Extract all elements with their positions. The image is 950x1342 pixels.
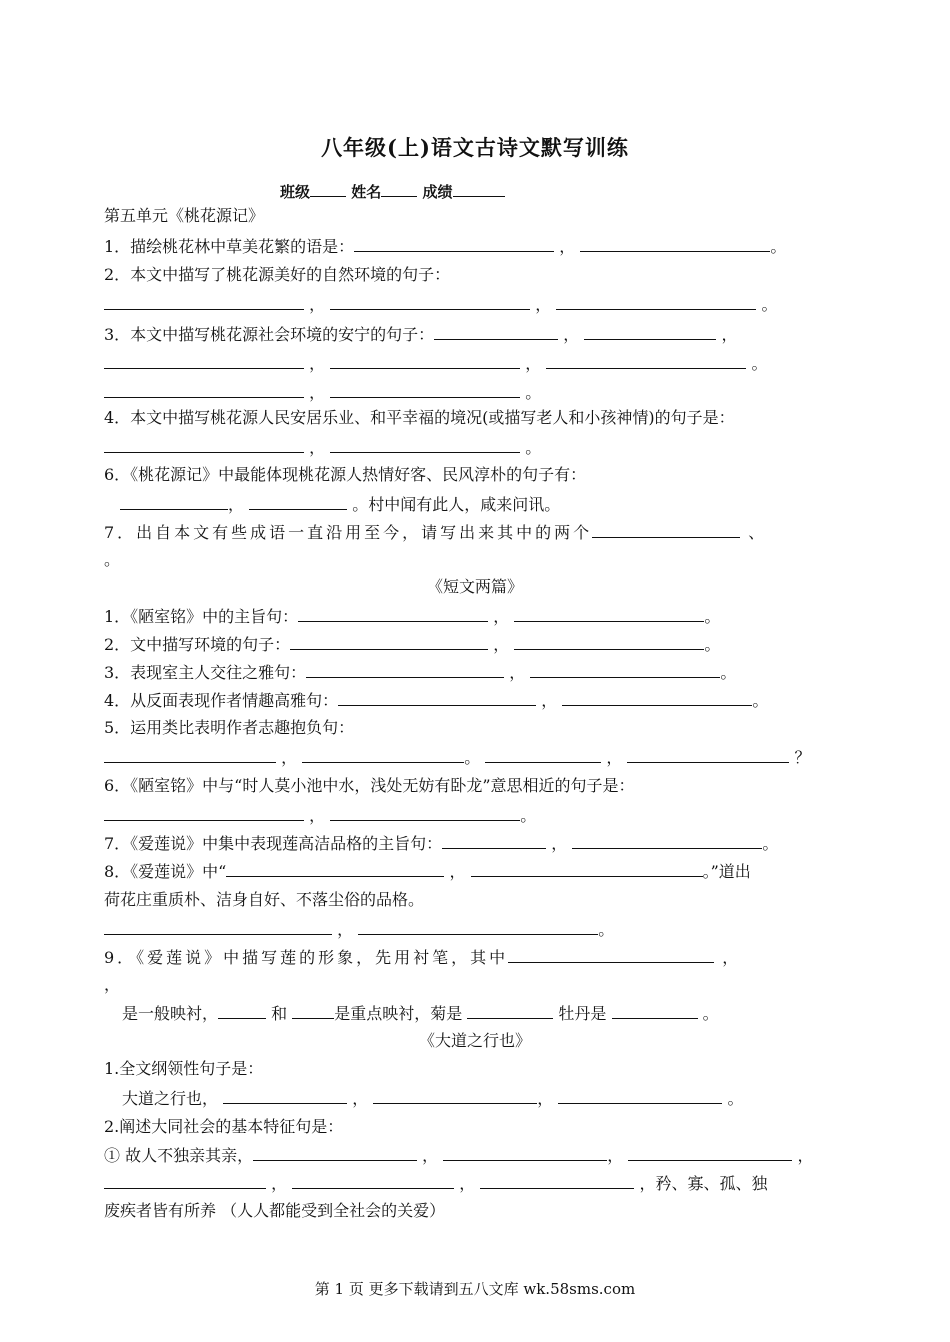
question-line: 7．《爱莲说》中集中表现莲高洁品格的主旨句： ， 。: [104, 834, 779, 853]
question-line: 7．出自本文有些成语一直沿用至今，请写出来其中的两个 、: [104, 523, 768, 542]
answer-blank[interactable]: [330, 436, 520, 453]
answer-blank[interactable]: [434, 323, 558, 340]
answer-blank[interactable]: [358, 918, 598, 935]
answer-blank[interactable]: [354, 235, 554, 252]
student-info-line: [280, 180, 505, 202]
answer-blank[interactable]: [467, 1002, 553, 1019]
question-line: 3．表现室主人交往之雅句： ， 。: [104, 663, 737, 682]
answer-blank[interactable]: [298, 605, 488, 622]
question-text: 1．描绘桃花林中草美花繁的语是：: [104, 237, 355, 256]
answer-blank[interactable]: [584, 323, 716, 340]
question-line: 1．描绘桃花林中草美花繁的语是： ， 。: [104, 237, 787, 256]
answer-blank[interactable]: [443, 1144, 607, 1161]
answer-blank[interactable]: [249, 493, 347, 510]
question-text: 牡丹是: [558, 1004, 607, 1023]
answer-line: ， 。: [104, 436, 541, 459]
answer-blank[interactable]: [306, 661, 504, 678]
answer-blank[interactable]: [223, 1087, 347, 1104]
question-line: 4．从反面表现作者情趣高雅句： ， 。: [104, 691, 769, 710]
answer-blank[interactable]: [104, 804, 304, 821]
answer-line: ， ， 。: [104, 293, 777, 316]
answer-blank[interactable]: [330, 352, 520, 369]
answer-blank[interactable]: [302, 746, 464, 763]
section-heading: 《短文两篇》: [426, 577, 523, 596]
answer-blank[interactable]: [253, 1144, 417, 1161]
question-text: 7．出自本文有些成语一直沿用至今，请写出来其中的两个: [104, 523, 593, 542]
punctuation: 。: [104, 550, 121, 569]
section-heading: 第五单元《桃花源记》: [104, 206, 265, 225]
score-blank[interactable]: [453, 180, 505, 197]
answer-blank[interactable]: [558, 1087, 722, 1104]
section-heading: 《大道之行也》: [418, 1031, 531, 1050]
answer-blank[interactable]: [120, 493, 228, 510]
answer-line: 是一般映衬， 和 是重点映衬，菊是 牡丹是 。: [122, 1004, 719, 1023]
answer-blank[interactable]: [546, 352, 746, 369]
answer-blank[interactable]: [530, 661, 720, 678]
answer-line: ， 。: [104, 918, 614, 941]
question-text: ① 故人不独亲其亲，: [104, 1146, 254, 1165]
answer-blank[interactable]: [580, 235, 770, 252]
answer-blank[interactable]: [104, 293, 304, 310]
question-text: 2．本文中描写了桃花源美好的自然环境的句子：: [104, 265, 451, 284]
answer-blank[interactable]: [218, 1002, 266, 1019]
answer-blank[interactable]: [612, 1002, 698, 1019]
question-tail: 。”道出: [702, 862, 751, 881]
question-text: 1．《陋室铭》中的主旨句：: [104, 607, 299, 626]
question-text: 4．从反面表现作者情趣高雅句：: [104, 691, 339, 710]
class-label: 班级: [280, 183, 311, 201]
answer-blank[interactable]: [514, 605, 704, 622]
answer-blank[interactable]: [292, 1002, 334, 1019]
class-blank[interactable]: [310, 180, 346, 197]
answer-blank[interactable]: [485, 746, 601, 763]
answer-blank[interactable]: [330, 381, 520, 398]
answer-blank[interactable]: [104, 436, 304, 453]
answer-line: ， 。: [104, 381, 541, 404]
answer-line: ， 。村中闻有此人，咸来问讯。: [120, 493, 560, 516]
question-text: 2.阐述大同社会的基本特征句是：: [104, 1117, 344, 1136]
name-label: 姓名: [351, 183, 382, 201]
question-text: 6．《桃花源记》中最能体现桃花源人热情好客、民风淳朴的句子有：: [104, 465, 587, 484]
answer-blank[interactable]: [104, 918, 332, 935]
question-text: 8．《爱莲说》中“: [104, 862, 227, 881]
question-text: 是重点映衬，菊是: [334, 1004, 463, 1023]
question-text: 废疾者皆有所养 （人人都能受到全社会的关爱）: [104, 1201, 446, 1220]
question-line: 9．《爱莲说》中描写莲的形象，先用衬笔，其中 ，: [104, 948, 742, 967]
question-text: 6．《陋室铭》中与“时人莫小池中水，浅处无妨有卧龙”意思相近的句子是：: [104, 776, 635, 795]
page-title: 八年级(上)语文古诗文默写训练: [321, 135, 629, 160]
answer-line: ① 故人不独亲其亲， ， ， ，: [104, 1146, 814, 1165]
question-text: 3．本文中描写桃花源社会环境的安宁的句子：: [104, 325, 435, 344]
question-text: 7．《爱莲说》中集中表现莲高洁品格的主旨句：: [104, 834, 443, 853]
answer-blank[interactable]: [104, 1172, 266, 1189]
question-text: 和: [271, 1004, 288, 1023]
answer-blank[interactable]: [338, 689, 536, 706]
answer-blank[interactable]: [480, 1172, 634, 1189]
answer-blank[interactable]: [226, 860, 444, 877]
answer-blank[interactable]: [104, 746, 276, 763]
name-blank[interactable]: [381, 180, 417, 197]
question-line: 8．《爱莲说》中“ ， 。”道出: [104, 862, 751, 881]
question-text: 5．运用类比表明作者志趣抱负句：: [104, 718, 355, 737]
answer-line: ， ， ，矜、寡、孤、独: [104, 1172, 767, 1195]
answer-line: 大道之行也， ， ， 。: [122, 1089, 744, 1108]
answer-blank[interactable]: [471, 860, 703, 877]
answer-blank[interactable]: [592, 521, 740, 538]
answer-blank[interactable]: [330, 293, 530, 310]
answer-blank[interactable]: [104, 381, 304, 398]
question-tail: 。村中闻有此人，咸来问讯。: [352, 495, 561, 514]
question-line: 3．本文中描写桃花源社会环境的安宁的句子： ， ，: [104, 325, 738, 344]
punctuation: ，: [104, 975, 121, 994]
answer-blank[interactable]: [330, 804, 520, 821]
question-line: 2．文中描写环境的句子： ， 。: [104, 635, 721, 654]
question-tail: ，矜、寡、孤、独: [639, 1174, 768, 1193]
question-text: 大道之行也，: [122, 1089, 219, 1108]
answer-blank[interactable]: [562, 689, 752, 706]
question-text: 荷花庄重质朴、洁身自好、不落尘俗的品格。: [104, 890, 425, 909]
answer-blank[interactable]: [104, 352, 304, 369]
question-text: 3．表现室主人交往之雅句：: [104, 663, 307, 682]
score-label: 成绩: [422, 183, 453, 201]
question-line: 1．《陋室铭》中的主旨句： ， 。: [104, 607, 721, 626]
answer-line: ， 。: [104, 804, 536, 827]
answer-line: ， ， 。: [104, 352, 767, 375]
answer-blank[interactable]: [514, 633, 704, 650]
answer-blank[interactable]: [508, 946, 714, 963]
question-text: 2．文中描写环境的句子：: [104, 635, 291, 654]
question-text: 9．《爱莲说》中描写莲的形象，先用衬笔，其中: [104, 948, 509, 967]
answer-blank[interactable]: [442, 832, 546, 849]
answer-blank[interactable]: [290, 633, 488, 650]
answer-blank[interactable]: [572, 832, 762, 849]
answer-blank[interactable]: [373, 1087, 537, 1104]
page-footer: 第 1 页 更多下载请到五八文库 wk.58sms.com: [314, 1280, 636, 1298]
answer-blank[interactable]: [556, 293, 756, 310]
question-text: 4．本文中描写桃花源人民安居乐业、和平幸福的境况(或描写老人和小孩神情)的句子是：: [104, 408, 735, 427]
question-text: 1.全文纲领性句子是：: [104, 1059, 264, 1078]
answer-blank[interactable]: [292, 1172, 454, 1189]
question-text: 是一般映衬，: [122, 1004, 219, 1023]
answer-line: ， 。 ， ？: [104, 746, 811, 769]
answer-blank[interactable]: [627, 746, 789, 763]
answer-blank[interactable]: [628, 1144, 792, 1161]
